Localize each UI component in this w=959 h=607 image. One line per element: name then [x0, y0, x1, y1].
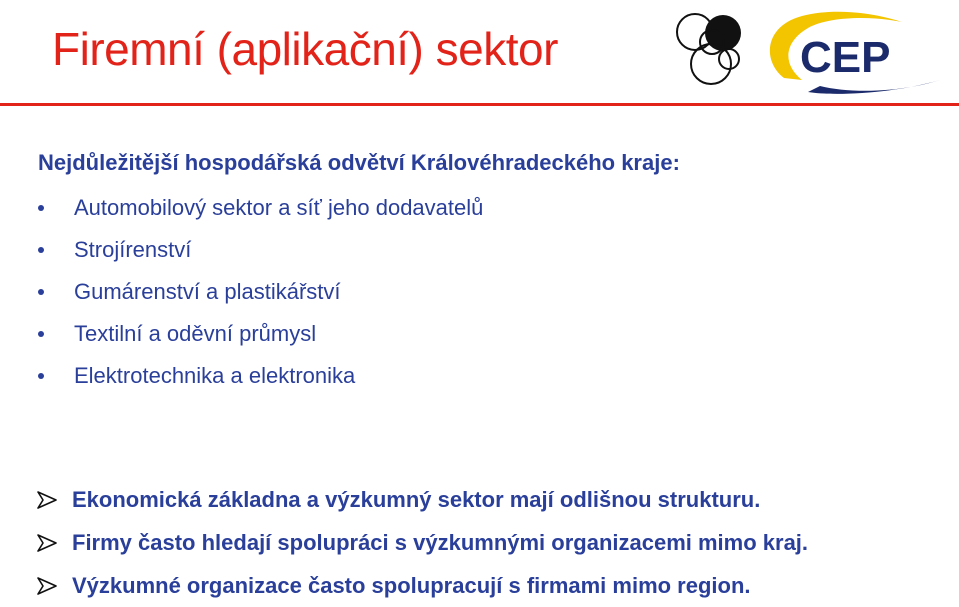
list-item: Textilní a oděvní průmysl: [36, 313, 483, 355]
bullet-icon: [38, 373, 44, 379]
key-point: Výzkumné organizace často spolupracují s firmami mimo region.: [36, 564, 808, 607]
logo-area: [672, 6, 952, 98]
list-item: Strojírenství: [36, 229, 483, 271]
slide-title: Firemní (aplikační) sektor: [52, 23, 558, 75]
list-item: Automobilový sektor a síť jeho dodavatelů: [36, 187, 483, 229]
bullet-icon: [38, 205, 44, 211]
svg-text:CEP: CEP: [800, 33, 891, 82]
title-divider: [0, 103, 959, 106]
sector-list: [36, 187, 483, 397]
arrow-bullet-icon: [36, 577, 58, 595]
cep-logo: [762, 6, 952, 98]
list-item: Gumárenství a plastikářství: [36, 271, 483, 313]
section-heading: Nejdůležitější hospodářská odvětví Královéhradeckého kraje:: [38, 150, 680, 175]
bullet-icon: [38, 289, 44, 295]
arrow-bullet-icon: [36, 491, 58, 509]
bullet-icon: [38, 331, 44, 337]
key-point: Firmy často hledají spolupráci s výzkumnými organizacemi mimo kraj.: [36, 521, 808, 564]
arrow-bullet-icon: [36, 534, 58, 552]
bullet-icon: [38, 247, 44, 253]
key-points-list: [36, 478, 808, 607]
key-point: Ekonomická základna a výzkumný sektor mají odlišnou strukturu.: [36, 478, 808, 521]
list-item: Elektrotechnika a elektronika: [36, 355, 483, 397]
